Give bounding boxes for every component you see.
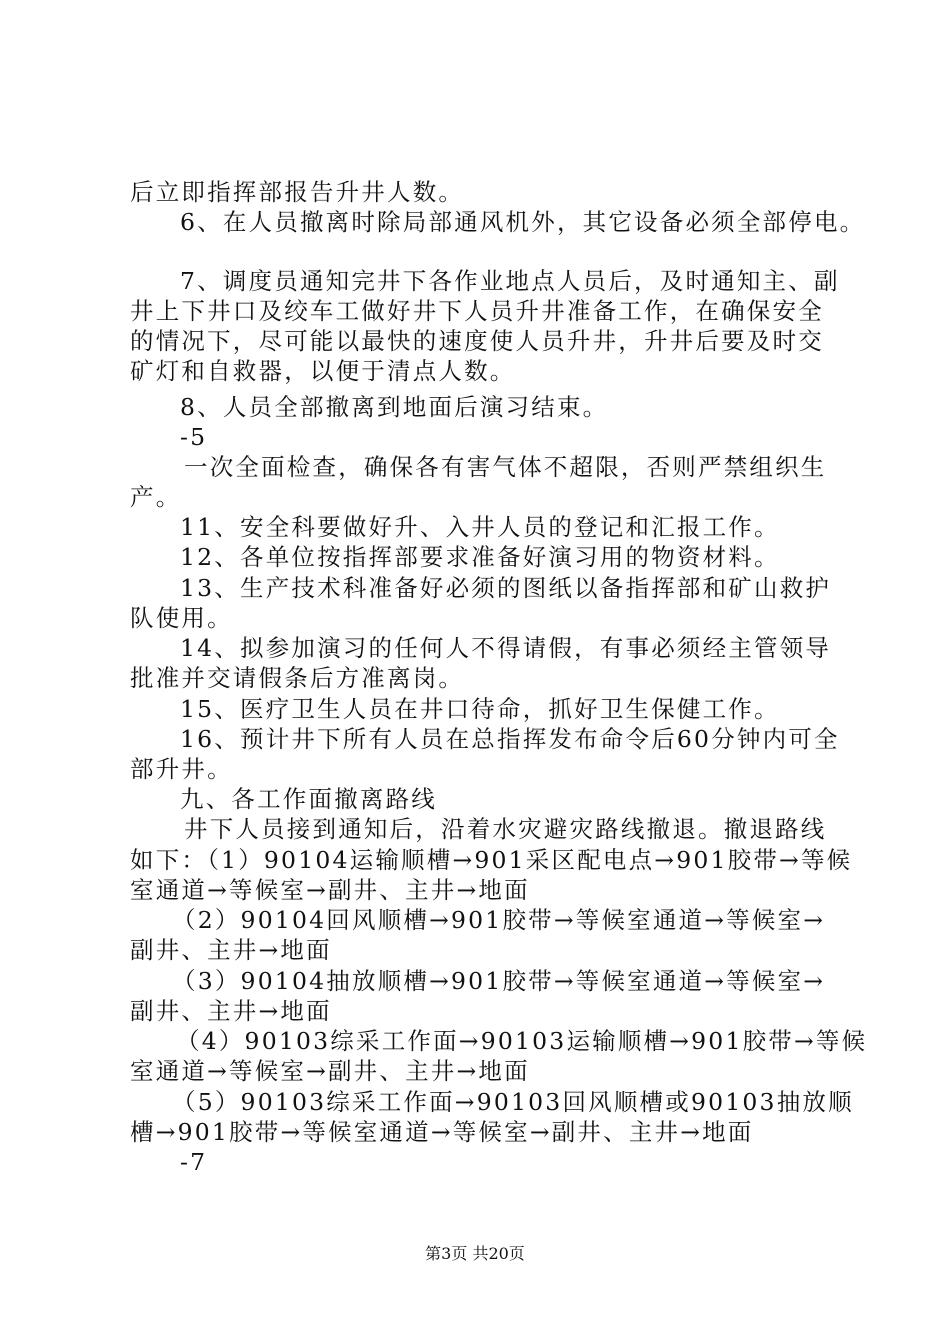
route-line: （2）90104回风顺槽→901胶带→等候室通道→等候室→ [172, 906, 826, 934]
paragraph-line: 12、各单位按指挥部要求准备好演习用的物资材料。 [180, 543, 780, 571]
route-line: 室通道→等候室→副井、主井→地面 [130, 1057, 530, 1085]
paragraph-line: 14、拟参加演习的任何人不得请假，有事必须经主管领导 [180, 634, 832, 662]
section-heading: 九、各工作面撤离路线 [180, 785, 437, 813]
paragraph-line: 井下人员接到通知后，沿着水灾避灾路线撤退。撤退路线 [184, 815, 827, 843]
paragraph-line: 矿灯和自救器，以便于清点人数。 [130, 357, 516, 385]
paragraph-line: 井上下井口及绞车工做好井下人员升井准备工作，在确保安全 [130, 297, 824, 325]
route-line: 副井、主井→地面 [130, 936, 332, 964]
route-line: （4）90103综采工作面→90103运输顺槽→901胶带→等候 [176, 1027, 868, 1055]
page-footer: 第3页 共20页 [425, 1244, 525, 1263]
paragraph-line: 15、医疗卫生人员在井口待命，抓好卫生保健工作。 [180, 695, 780, 723]
paragraph-line: 产。 [130, 483, 182, 511]
paragraph-line: 队使用。 [130, 604, 233, 632]
page-marker: -7 [180, 1148, 208, 1176]
paragraph-line: 后立即指挥部报告升井人数。 [130, 178, 465, 206]
paragraph-line: 16、预计井下所有人员在总指挥发布命令后60分钟内可全 [180, 725, 840, 753]
paragraph-line: 13、生产技术科准备好必须的图纸以备指挥部和矿山救护 [180, 574, 832, 602]
paragraph-line: 一次全面检查，确保各有害气体不超限，否则严禁组织生 [184, 453, 827, 481]
route-line: 副井、主井→地面 [130, 997, 332, 1025]
paragraph-line: 如下：（1）90104运输顺槽→901采区配电点→901胶带→等候 [130, 846, 853, 874]
route-line: 槽→901胶带→等候室通道→等候室→副井、主井→地面 [130, 1118, 754, 1146]
paragraph-line: 8、人员全部撤离到地面后演习结束。 [180, 393, 609, 421]
paragraph-line: 7、调度员通知完井下各作业地点人员后，及时通知主、副 [180, 267, 840, 295]
page-marker: -5 [180, 423, 208, 451]
paragraph-line: 6、在人员撤离时除局部通风机外，其它设备必须全部停电。 [180, 208, 866, 236]
paragraph-line: 的情况下，尽可能以最快的速度使人员升井，升井后要及时交 [130, 327, 824, 355]
paragraph-line: 部升井。 [130, 755, 233, 783]
paragraph-line: 批准并交请假条后方准离岗。 [130, 664, 465, 692]
route-line: （3）90104抽放顺槽→901胶带→等候室通道→等候室→ [172, 967, 826, 995]
paragraph-line: 室通道→等候室→副井、主井→地面 [130, 876, 530, 904]
route-line: （5）90103综采工作面→90103回风顺槽或90103抽放顺 [172, 1088, 854, 1116]
paragraph-line: 11、安全科要做好升、入井人员的登记和汇报工作。 [180, 513, 780, 541]
